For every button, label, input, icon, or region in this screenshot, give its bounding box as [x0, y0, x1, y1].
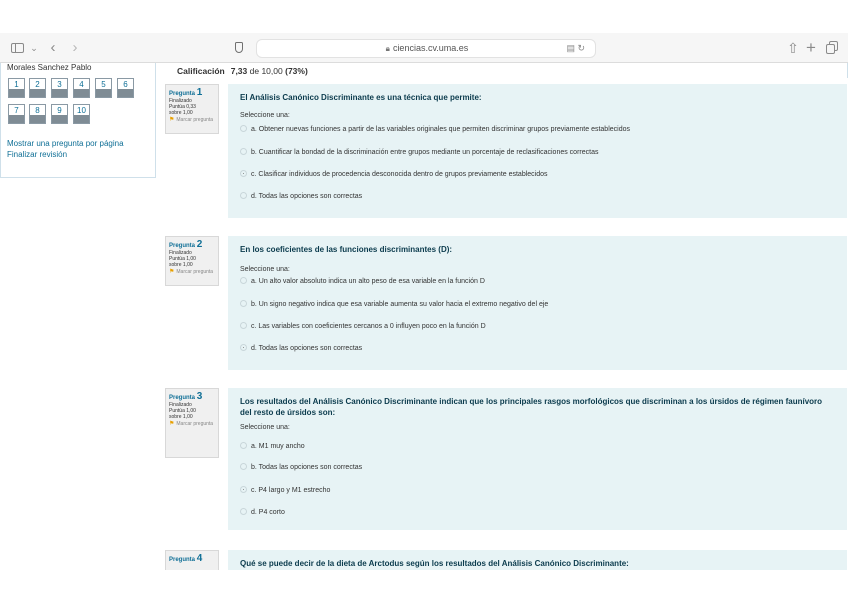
radio-button-selected[interactable] [240, 344, 247, 351]
flag-label: Marcar pregunta [176, 117, 214, 123]
option-text: d. Todas las opciones son correctas [251, 345, 363, 352]
flag-icon: ⚑ [169, 269, 175, 275]
nav-question-number: 3 [57, 80, 62, 89]
option-text: b. Un signo negativo indica que esa variable aumenta su valor hacia el extremo negativo del eje [251, 301, 549, 308]
option-text: a. M1 muy ancho [251, 443, 305, 450]
question-number: 2 [196, 239, 203, 250]
answer-option[interactable] [240, 486, 330, 494]
question-info [165, 236, 219, 286]
radio-button-selected[interactable] [240, 486, 247, 493]
answer-option[interactable] [240, 300, 548, 308]
nav-question-number: 10 [77, 106, 86, 115]
grade-percent: (73%) [285, 66, 308, 76]
reader-icon[interactable]: ▤ ↻ [566, 43, 585, 53]
nav-question-button[interactable] [8, 104, 25, 124]
nav-question-number: 1 [14, 80, 19, 89]
flag-label: Marcar pregunta [176, 421, 214, 427]
question-label [169, 391, 215, 402]
nav-question-button[interactable] [8, 78, 25, 98]
answer-option[interactable] [240, 442, 305, 450]
question-content [228, 388, 847, 530]
option-text: c. P4 largo y M1 estrecho [251, 487, 331, 494]
grade-value: 7,33 [230, 66, 248, 76]
radio-button[interactable] [240, 148, 247, 155]
question-content [228, 236, 847, 370]
lock-icon: 🔒︎ [385, 44, 390, 53]
answer-option[interactable] [240, 148, 598, 156]
question-status: Finalizado [169, 250, 192, 256]
address-bar[interactable] [256, 39, 596, 58]
nav-question-number: 4 [79, 80, 84, 89]
flag-question[interactable] [169, 269, 215, 275]
question-max: sobre 1,00 [169, 262, 193, 268]
sidebar-icon[interactable] [10, 40, 26, 56]
url-value: ciencias.cv.uma.es [392, 43, 469, 53]
option-text: c. Clasificar individuos de procedencia desconocida dentro de grupos previamente establecidos [251, 171, 548, 178]
option-text: b. Cuantificar la bondad de la discriminación entre grupos mediante un porcentaje de reclasificaciones correctas [251, 149, 599, 156]
grade-summary [177, 66, 308, 76]
nav-question-number: 6 [123, 80, 128, 89]
nav-question-button[interactable] [29, 104, 46, 124]
nav-question-button[interactable] [29, 78, 46, 98]
answer-option[interactable] [240, 322, 486, 330]
question-info [165, 84, 219, 134]
question-content [228, 84, 847, 218]
option-text: a. Obtener nuevas funciones a partir de las variables originales que permiten discriminar grupos previamente establecidos [251, 126, 630, 133]
option-text: a. Un alto valor absoluto indica un alto peso de esa variable en la función D [251, 278, 485, 285]
option-text: c. Las variables con coeficientes cercanos a 0 influyen poco en la función D [251, 323, 486, 330]
question-number: 3 [196, 391, 203, 402]
question-text: Los resultados del Análisis Canónico Discriminante indican que los principales rasgos morfológicos que discriminan a los úrsidos de régimen faunívoro del resto de úrsidos son: [240, 397, 823, 417]
answer-option[interactable] [240, 344, 362, 352]
forward-icon[interactable]: › [72, 39, 78, 56]
url-text[interactable] [257, 43, 597, 54]
nav-question-button[interactable] [51, 78, 68, 98]
option-text: b. Todas las opciones son correctas [251, 464, 363, 471]
plus-icon[interactable]: + [806, 38, 816, 57]
question-max: sobre 1,00 [169, 110, 193, 116]
question-label-text: Pregunta [169, 395, 196, 401]
nav-question-button[interactable] [95, 78, 112, 98]
question-text: En los coeficientes de las funciones discriminantes (D): [240, 245, 453, 254]
question-score: Puntúa 1,00 [169, 256, 196, 262]
radio-button[interactable] [240, 463, 247, 470]
select-prompt: Seleccione una: [240, 112, 290, 119]
option-text: d. P4 corto [251, 509, 285, 516]
grade-max: de 10,00 [249, 66, 283, 76]
question-label [169, 239, 215, 250]
radio-button[interactable] [240, 192, 247, 199]
shield-icon[interactable] [233, 40, 245, 56]
nav-question-number: 9 [57, 106, 62, 115]
flag-question[interactable] [169, 421, 215, 427]
question-score: Puntúa 0,33 [169, 104, 196, 110]
nav-question-number: 8 [35, 106, 40, 115]
question-score: Puntúa 1,00 [169, 408, 196, 414]
question-info [165, 388, 219, 458]
chevron-down-icon[interactable]: ⌄ [30, 43, 38, 53]
flag-icon: ⚑ [169, 117, 175, 123]
finish-review-link[interactable]: Finalizar revisión [7, 150, 68, 159]
flag-question[interactable] [169, 117, 215, 123]
question-label-text: Pregunta [169, 243, 196, 249]
nav-question-button[interactable] [51, 104, 68, 124]
nav-question-number: 7 [14, 106, 19, 115]
question-number: 4 [196, 553, 203, 564]
question-content [228, 550, 847, 570]
answer-option[interactable] [240, 463, 362, 471]
question-max: sobre 1,00 [169, 414, 193, 420]
user-name: Morales Sanchez Pablo [7, 63, 92, 72]
select-prompt: Seleccione una: [240, 424, 290, 431]
radio-button[interactable] [240, 508, 247, 515]
tabs-icon[interactable] [826, 40, 840, 56]
answer-option[interactable] [240, 125, 630, 133]
question-label-text: Pregunta [169, 91, 196, 97]
radio-button-selected[interactable] [240, 170, 247, 177]
question-status: Finalizado [169, 98, 192, 104]
nav-question-number: 2 [35, 80, 40, 89]
grade-label: Calificación [177, 66, 225, 76]
share-icon[interactable]: ⇧ [787, 40, 799, 56]
nav-question-button[interactable] [73, 104, 90, 124]
quiz-navigation [0, 63, 156, 178]
answer-option[interactable] [240, 277, 485, 285]
option-text: d. Todas las opciones son correctas [251, 193, 363, 200]
answer-option[interactable] [240, 192, 362, 200]
question-text: Qué se puede decir de la dieta de Arctodus según los resultados del Análisis Canónico Discriminante: [240, 559, 629, 568]
show-one-per-page-link[interactable]: Mostrar una pregunta por página [7, 139, 124, 148]
question-status: Finalizado [169, 402, 192, 408]
nav-question-number: 5 [101, 80, 106, 89]
question-label [169, 87, 215, 98]
browser-toolbar [0, 33, 848, 63]
radio-button[interactable] [240, 277, 247, 284]
nav-question-button[interactable] [117, 78, 134, 98]
radio-button[interactable] [240, 125, 247, 132]
nav-question-button[interactable] [73, 78, 90, 98]
flag-label: Marcar pregunta [176, 269, 214, 275]
back-icon[interactable]: ‹ [50, 39, 56, 56]
radio-button[interactable] [240, 442, 247, 449]
flag-icon: ⚑ [169, 421, 175, 427]
radio-button[interactable] [240, 300, 247, 307]
answer-option[interactable] [240, 508, 285, 516]
question-text: El Análisis Canónico Discriminante es una técnica que permite: [240, 93, 482, 102]
answer-option[interactable] [240, 170, 548, 178]
question-info [165, 550, 219, 570]
radio-button[interactable] [240, 322, 247, 329]
question-label-text: Pregunta [169, 557, 196, 563]
select-prompt: Seleccione una: [240, 266, 290, 273]
question-label [169, 553, 215, 564]
question-number: 1 [196, 87, 203, 98]
